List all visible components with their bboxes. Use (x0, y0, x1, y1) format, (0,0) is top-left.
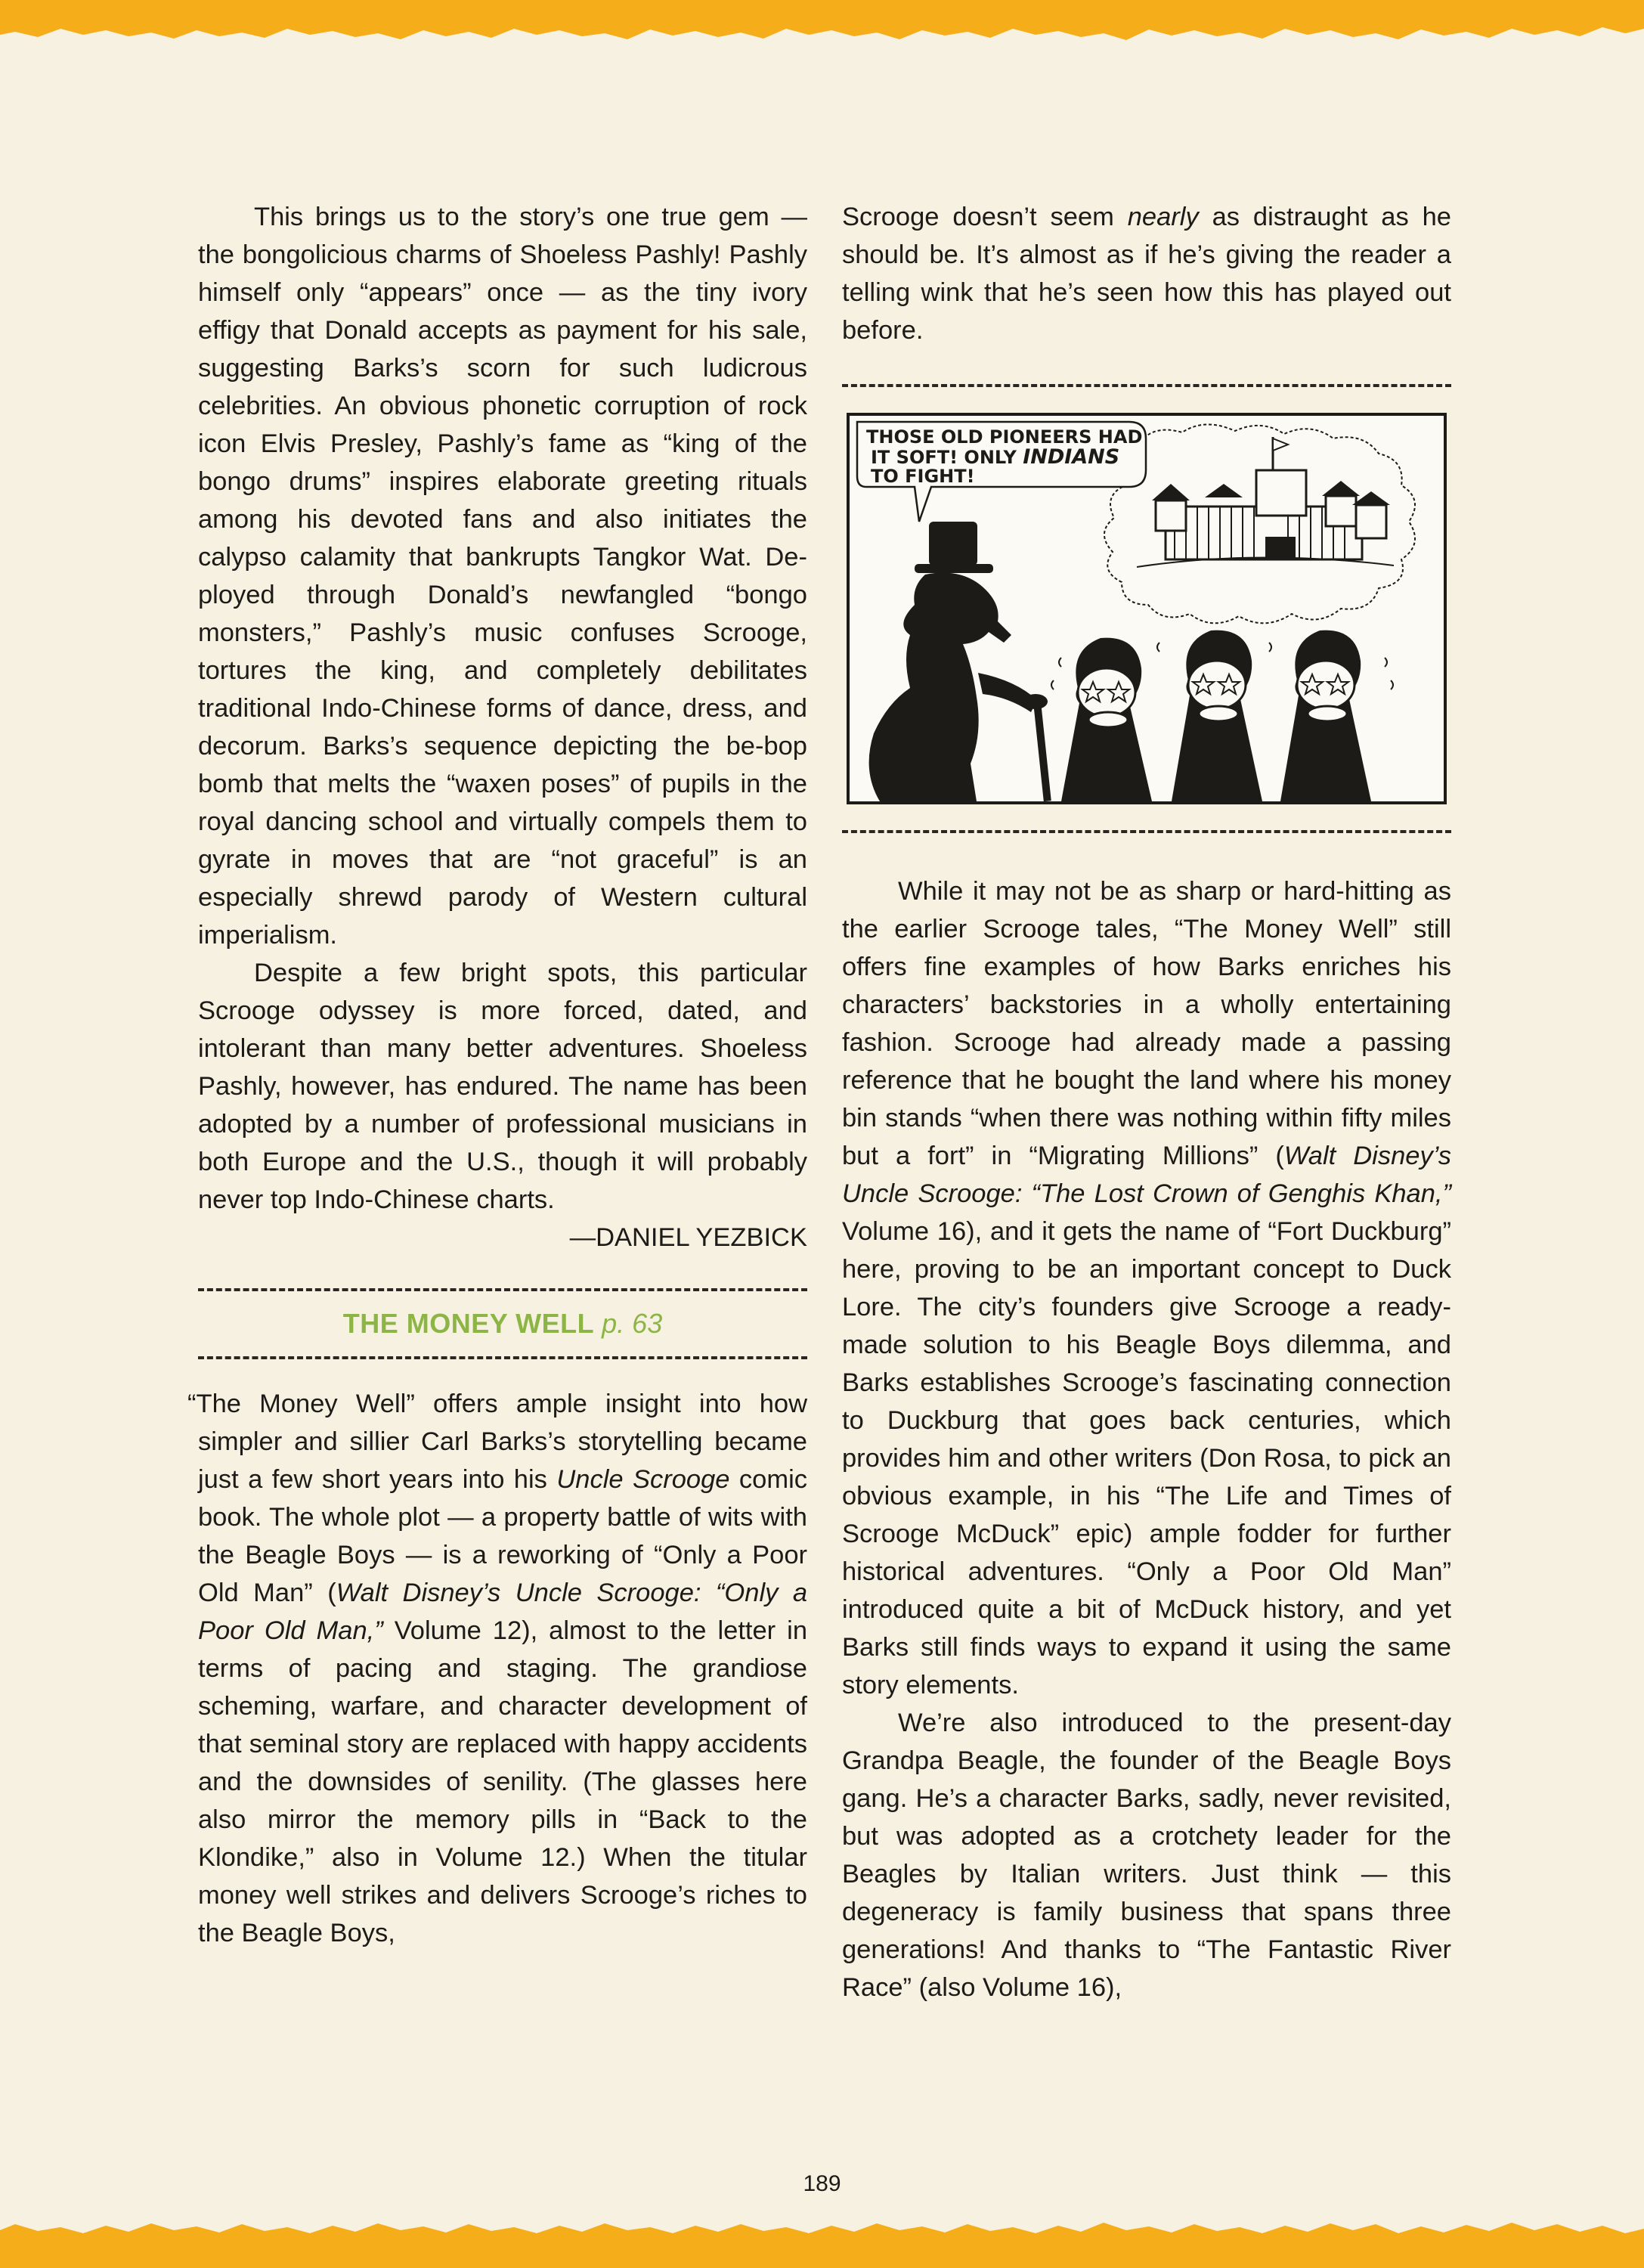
author-credit: —DANIEL YEZBICK (569, 1223, 807, 1252)
right-column (842, 198, 1451, 2006)
scrooge-silhouette (869, 522, 1051, 801)
text-run: While it may not be as sharp or hard-hitting as the earlier Scrooge tales, “The Money Well” still offers fine examples of how Barks enriches his characters’ backstories in a wholly entertaining fashion. Scrooge had already made a passing reference that he bought the land where his money bin stands “when there was nothing within fifty miles but a fort” in “Migrating Millions” ( (842, 877, 1451, 1170)
bottom-border-band (0, 2211, 1644, 2268)
balloon-text-run: IT SOFT! ONLY (871, 447, 1023, 468)
comic-panel (847, 413, 1447, 804)
paragraph-despite-bright-spots: Despite a few bright spots, this particular Scrooge odyssey is more forced, dated, and intolerant than many better adventures. Shoeless Pashly, however, has endured. The name has been adopted by a number of professional musicians in both Europe and the U.S., though it will probably never top Indo-Chinese charts. (198, 959, 807, 1214)
italic-title: Walt Disney’s Uncle Scrooge: “Only a Poor Old Man,” (198, 1579, 808, 1645)
italic-emphasis: nearly (1127, 203, 1199, 231)
text-run: comic book. The whole plot — a property battle of wits with the Beagle Boys — is a reworking of “Only a Poor Old Man” ( (198, 1465, 808, 1607)
top-border-band (0, 0, 1644, 54)
left-column (187, 198, 808, 1952)
section-title: THE MONEY WELL (342, 1308, 595, 1339)
speech-balloon (857, 422, 1146, 522)
paragraph-fort-duckburg (842, 872, 1451, 1704)
balloon-line-3: TO FIGHT! (871, 466, 975, 487)
section-divider-top (198, 1288, 807, 1291)
paragraph-grandpa-beagle: We’re also introduced to the present-day Grandpa Beagle, the founder of the Beagle Boys gang. He’s a character Barks, sadly, never revisited, but was adopted as a crotchety leader for the Beagles by Italian writers. Just think — this degeneracy is family business that spans three generations! And thanks to “The Fantastic River Race” (also Volume 16), (842, 1709, 1451, 2002)
text-run: Volume 16), and it gets the name of “Fort Duckburg” here, proving to be an important concept to Duck Lore. The city’s founders give Scrooge a ready-made solution to his Beagle Boys dilemma, and Barks establishes Scrooge’s fascinating connection to Duckburg that goes back centuries, which provides him and other writers (Don Rosa, to pick an obvious example, in his “The Life and Times of Scrooge McDuck” epic) ample fodder for further historical adventures. “Only a Poor Old Man” introduced quite a bit of McDuck history, and yet Barks still finds ways to expand it using the same story elements. (842, 1217, 1451, 1699)
balloon-emphasis: INDIANS (1023, 445, 1120, 469)
paragraph-money-well-intro (187, 1385, 808, 1952)
italic-title: Walt Disney’s Uncle Scrooge: “The Lost Crown of Genghis Khan,” (842, 1142, 1451, 1208)
italic-title: Uncle Scrooge (556, 1465, 730, 1494)
text-run: Scrooge doesn’t seem (842, 203, 1128, 231)
page-number: 189 (803, 2171, 841, 2196)
section-page-ref: p. 63 (602, 1308, 663, 1339)
paragraph-shoeless-pashly: This brings us to the story’s one true gem — the bongolicious charms of Shoeless Pashly! Pashly himself only “appears” once — as the tiny ivory effigy that Donald accepts as payment for his sale, suggesting Barks’s scorn for such ludicrous celebrities. An obvious phonetic corruption of rock icon Elvis Presley, Pashly’s fame as “king of the bongo drums” inspires elaborate greeting rituals among his devoted fans and also initiates the calypso calamity that bankrupts Tangkor Wat. Deployed through Donald’s newfangled “bongo monsters,” Pashly’s music confuses Scrooge, tortures the king, and completely debilitates traditional Indo-Chinese forms of dance, dress, and decorum. Barks’s sequence depicting the be-bop bomb that melts the “waxen poses” of pupils in the royal dancing school and virtually compels them to gyrate in moves that are “not graceful” is an especially shrewd parody of Western cultural imperialism. (198, 203, 807, 950)
comic-panel-art (850, 416, 1444, 801)
paragraph-scrooge-wink (842, 198, 1451, 349)
text-run: as distraught as he should be. It’s almost as if he’s giving the reader a telling wink that he’s seen how this has played out before. (842, 203, 1451, 345)
text-run: “The Money Well” offers ample insight into how simpler and sillier Carl Barks’s storytelling became just a few short years into his (187, 1390, 807, 1494)
section-heading (198, 1305, 807, 1343)
text-run: Volume 12), almost to the letter in terms of pacing and staging. The grandiose scheming, warfare, and character development of that seminal story are replaced with happy accidents and the downsides of senility. (The glasses here also mirror the memory pills in “Back to the Klondike,” also in Volume 12.) When the titular money well strikes and delivers Scrooge’s riches to the Beagle Boys, (198, 1616, 808, 1947)
balloon-line-1: THOSE OLD PIONEERS HAD (866, 426, 1143, 448)
nephews-illustration (1051, 631, 1393, 801)
